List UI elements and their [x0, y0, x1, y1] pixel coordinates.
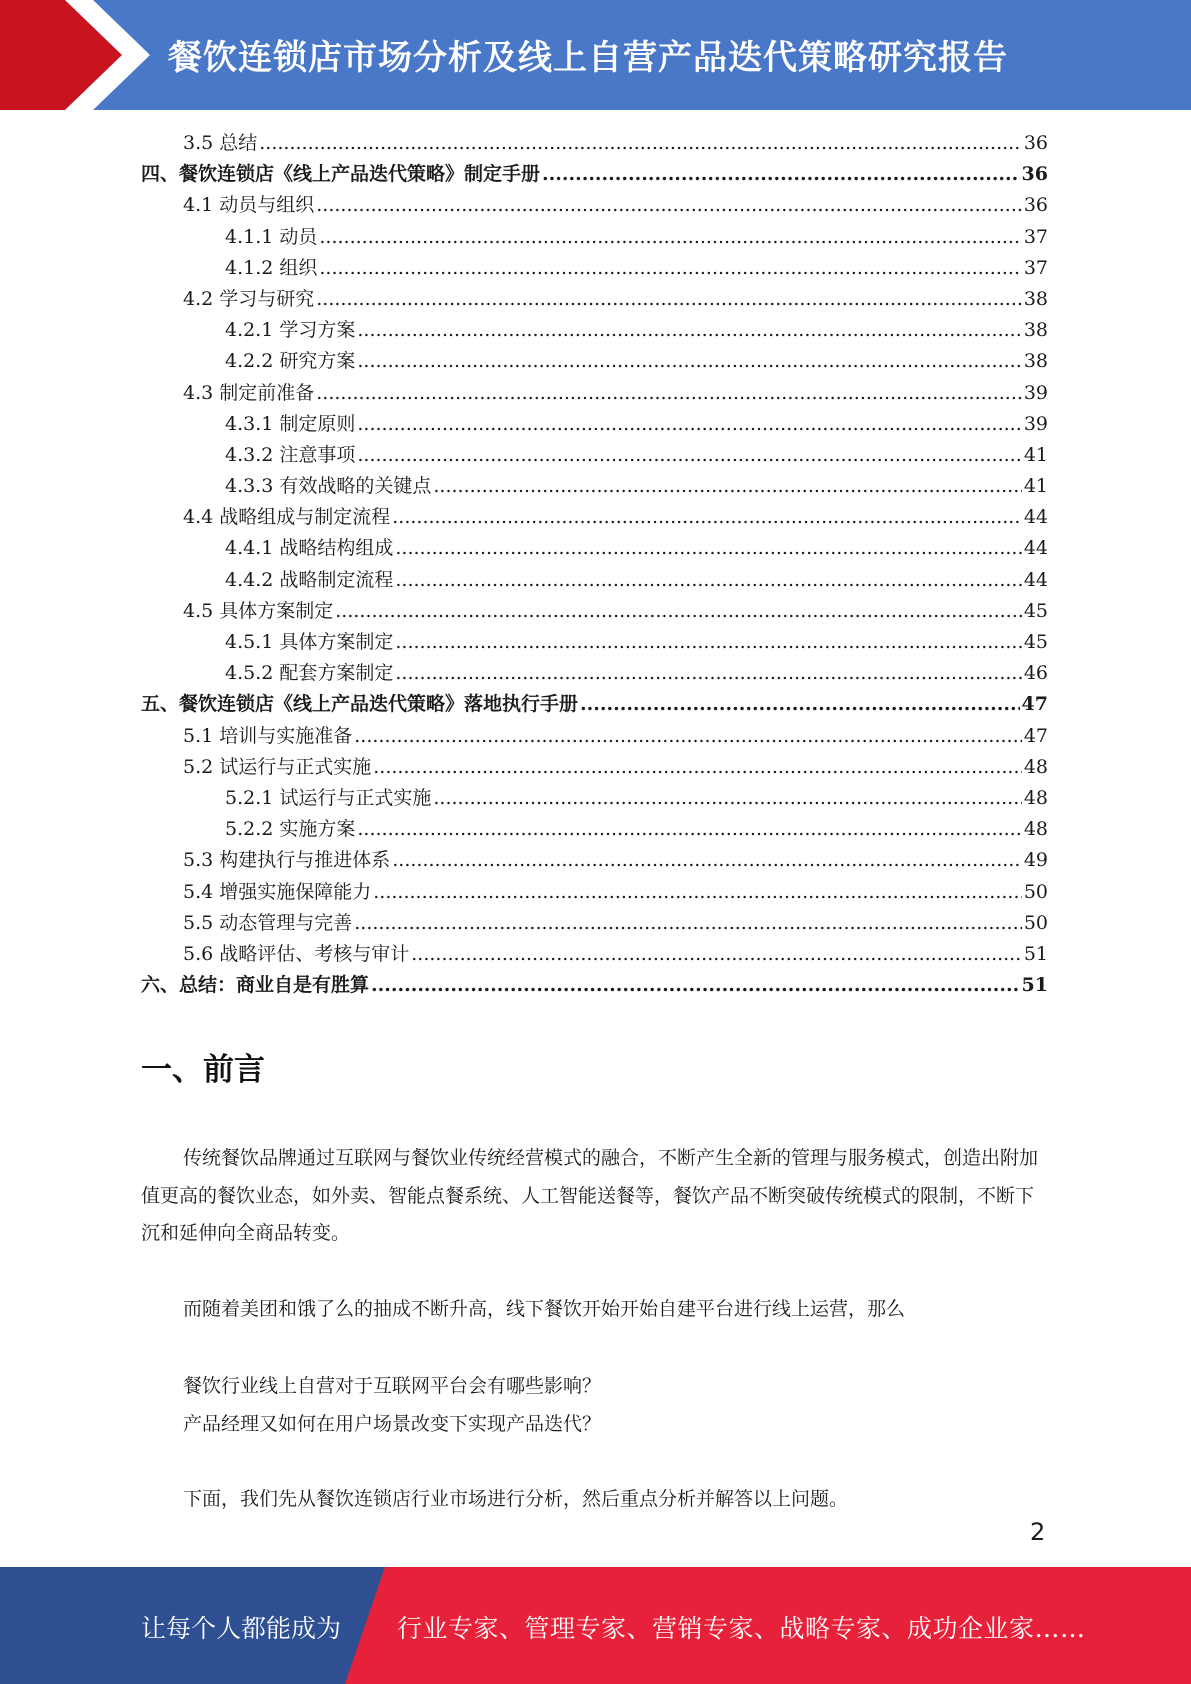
toc-entry[interactable]	[141, 908, 1048, 939]
toc-entry-label: 3.5 总结	[183, 132, 258, 154]
toc-dot-leader	[395, 537, 1021, 559]
toc-dot-leader	[335, 600, 1022, 622]
toc-entry-page: 51	[1023, 942, 1048, 965]
toc-dot-leader	[316, 194, 1022, 216]
footer-slogan-left: 让每个人都能成为	[141, 1614, 342, 1643]
toc-entry-page: 38	[1023, 319, 1048, 342]
paragraph-next-steps: 下面，我们先从餐饮连锁店行业市场进行分析，然后重点分析并解答以上问题。	[183, 1488, 849, 1510]
toc-entry-page: 48	[1023, 755, 1048, 778]
toc-entry-label: 4.1.2 组织	[225, 256, 318, 279]
section-heading: 一、前言	[141, 1052, 265, 1088]
toc-dot-leader	[373, 881, 1022, 903]
toc-entry-page: 44	[1023, 568, 1048, 591]
toc-entry-page: 44	[1023, 506, 1048, 529]
toc-entry-label: 4.2 学习与研究	[183, 287, 315, 310]
toc-entry[interactable]	[141, 533, 1048, 564]
toc-entry[interactable]	[141, 346, 1048, 377]
paragraph-platform-fees: 而随着美团和饿了么的抽成不断升高，线下餐饮开始开始自建平台进行线上运营，那么	[183, 1298, 906, 1320]
toc-dot-leader	[371, 974, 1020, 996]
toc-dot-leader	[395, 569, 1021, 591]
toc-dot-leader	[357, 319, 1021, 341]
toc-entry-page: 41	[1023, 443, 1048, 466]
toc-entry-label: 六、总结：商业自是有胜算	[141, 974, 370, 997]
toc-entry-label: 4.4.2 战略制定流程	[225, 568, 394, 591]
toc-entry-label: 5.6 战略评估、考核与审计	[183, 942, 410, 965]
toc-entry-page: 48	[1023, 818, 1048, 841]
toc-dot-leader	[357, 818, 1021, 840]
toc-dot-leader	[395, 662, 1021, 684]
toc-dot-leader	[357, 350, 1021, 372]
toc-dot-leader	[392, 849, 1022, 871]
toc-dot-leader	[316, 382, 1022, 404]
toc-dot-leader	[354, 725, 1022, 747]
toc-entry[interactable]	[141, 502, 1048, 533]
toc-entry-label: 4.2.1 学习方案	[225, 319, 356, 342]
document-title: 餐饮连锁店市场分析及线上自营产品迭代策略研究报告	[168, 38, 1008, 78]
toc-dot-leader	[316, 288, 1022, 310]
toc-entry-page: 38	[1023, 287, 1048, 310]
question-impact: 餐饮行业线上自营对于互联网平台会有哪些影响？	[183, 1375, 602, 1397]
toc-entry-label: 5.1 培训与实施准备	[183, 724, 353, 747]
toc-entry[interactable]	[141, 471, 1048, 502]
toc-entry-label: 4.4 战略组成与制定流程	[183, 506, 391, 529]
toc-entry-page: 47	[1023, 724, 1048, 747]
toc-entry-label: 4.5.1 具体方案制定	[225, 631, 394, 653]
toc-dot-leader	[319, 226, 1021, 248]
toc-entry-page: 47	[1021, 693, 1048, 716]
toc-entry-page: 38	[1023, 350, 1048, 373]
toc-entry[interactable]	[141, 845, 1048, 876]
toc-entry[interactable]	[141, 409, 1048, 440]
toc-entry-label: 4.3.2 注意事项	[225, 443, 356, 466]
toc-entry[interactable]	[141, 128, 1048, 159]
toc-entry-label: 4.3 制定前准备	[183, 381, 315, 404]
toc-entry[interactable]	[141, 284, 1048, 315]
toc-entry[interactable]	[141, 565, 1048, 596]
toc-entry-page: 39	[1023, 412, 1048, 435]
toc-dot-leader	[319, 257, 1021, 279]
page-number: 2	[1030, 1518, 1046, 1546]
toc-entry-label: 四、餐饮连锁店《线上产品迭代策略》制定手册	[141, 163, 541, 186]
toc-entry-label: 五、餐饮连锁店《线上产品迭代策略》落地执行手册	[141, 693, 579, 716]
toc-entry[interactable]	[141, 159, 1048, 190]
toc-dot-leader	[357, 413, 1021, 435]
toc-entry-label: 5.5 动态管理与完善	[183, 911, 353, 934]
toc-entry[interactable]	[141, 970, 1048, 1001]
toc-entry[interactable]	[141, 752, 1048, 783]
toc-entry[interactable]	[141, 689, 1048, 720]
toc-entry[interactable]	[141, 814, 1048, 845]
toc-dot-leader	[580, 693, 1020, 715]
toc-entry-page: 49	[1023, 849, 1048, 872]
question-list	[141, 1368, 1048, 1443]
toc-entry[interactable]	[141, 939, 1048, 970]
footer-slogan-right: 行业专家、管理专家、营销专家、战略专家、成功企业家……	[397, 1614, 1086, 1643]
toc-entry[interactable]	[141, 253, 1048, 284]
toc-entry-page: 36	[1021, 163, 1048, 186]
toc-dot-leader	[411, 943, 1022, 965]
toc-entry-page: 45	[1023, 599, 1048, 622]
footer-banner	[0, 1567, 1191, 1684]
toc-dot-leader	[433, 787, 1021, 809]
toc-entry-label: 5.2.1 试运行与正式实施	[225, 786, 432, 809]
toc-entry-label: 4.4.1 战略结构组成	[225, 537, 394, 560]
toc-dot-leader	[357, 444, 1021, 466]
toc-dot-leader	[542, 163, 1020, 185]
toc-entry-page: 50	[1023, 911, 1048, 934]
table-of-contents	[141, 128, 1048, 1001]
toc-entry-page: 36	[1023, 132, 1048, 154]
toc-entry-label: 4.5 具体方案制定	[183, 599, 334, 622]
header-banner	[0, 0, 1191, 110]
toc-dot-leader	[433, 475, 1021, 497]
toc-entry[interactable]	[141, 721, 1048, 752]
toc-entry-page: 39	[1023, 381, 1048, 404]
toc-entry[interactable]	[141, 440, 1048, 471]
toc-entry[interactable]	[141, 378, 1048, 409]
toc-entry-label: 4.3.3 有效战略的关键点	[225, 475, 432, 498]
toc-entry-page: 41	[1023, 475, 1048, 498]
toc-entry-page: 51	[1021, 974, 1048, 997]
toc-dot-leader	[354, 912, 1022, 934]
toc-entry-label: 5.4 增强实施保障能力	[183, 880, 372, 903]
toc-entry-page: 36	[1023, 194, 1048, 217]
toc-dot-leader	[395, 631, 1021, 653]
toc-entry-page: 48	[1023, 786, 1048, 809]
toc-entry-page: 50	[1023, 880, 1048, 903]
toc-entry-page: 44	[1023, 537, 1048, 560]
toc-entry[interactable]	[141, 877, 1048, 908]
toc-entry-label: 4.1 动员与组织	[183, 194, 315, 217]
toc-entry-label: 5.2 试运行与正式实施	[183, 755, 372, 778]
toc-entry[interactable]	[141, 190, 1048, 221]
toc-entry-page: 37	[1023, 256, 1048, 279]
toc-entry-label: 5.3 构建执行与推进体系	[183, 849, 391, 872]
toc-entry[interactable]	[141, 658, 1048, 689]
toc-entry[interactable]	[141, 783, 1048, 814]
toc-entry[interactable]	[141, 222, 1048, 253]
toc-entry[interactable]	[141, 627, 1048, 658]
toc-entry-page: 46	[1023, 662, 1048, 685]
toc-dot-leader	[373, 756, 1022, 778]
toc-entry-label: 5.2.2 实施方案	[225, 818, 356, 841]
toc-entry-label: 4.3.1 制定原则	[225, 412, 356, 435]
toc-dot-leader	[259, 132, 1022, 154]
toc-entry-label: 4.5.2 配套方案制定	[225, 662, 394, 685]
toc-entry-page: 45	[1023, 631, 1048, 653]
toc-entry[interactable]	[141, 596, 1048, 627]
toc-entry[interactable]	[141, 315, 1048, 346]
toc-dot-leader	[392, 506, 1022, 528]
toc-entry-page: 37	[1023, 225, 1048, 248]
toc-entry-label: 4.2.2 研究方案	[225, 350, 356, 373]
paragraph-intro: 传统餐饮品牌通过互联网与餐饮业传统经营模式的融合，不断产生全新的管理与服务模式，创造出附加值更高的餐饮业态，如外卖、智能点餐系统、人工智能送餐等，餐饮产品不断突破传统模式的限制，不断下沉和延伸向全商品转变。	[141, 1147, 1039, 1244]
question-iteration: 产品经理又如何在用户场景改变下实现产品迭代？	[183, 1412, 602, 1435]
toc-entry-label: 4.1.1 动员	[225, 225, 318, 248]
